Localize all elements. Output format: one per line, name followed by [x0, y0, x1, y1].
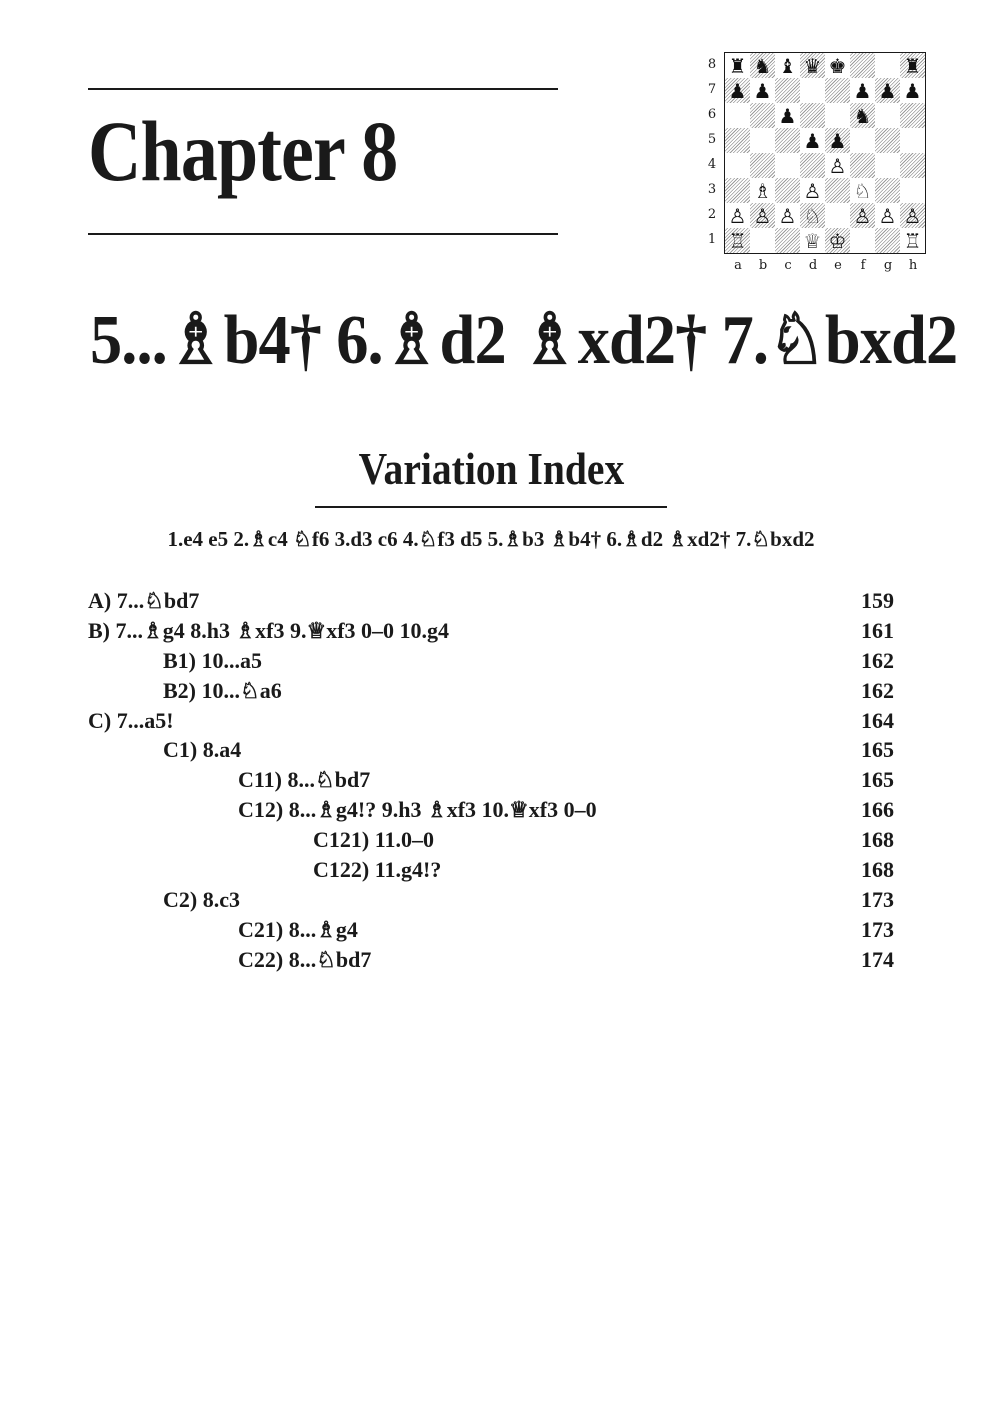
variation-label: C21) 8...♗g4: [238, 916, 358, 942]
variation-page-number: 168: [861, 827, 894, 853]
board-square-a1: ♖: [725, 228, 750, 253]
board-square-d1: ♕: [803, 228, 822, 253]
board-square-h2: ♙: [900, 203, 925, 228]
chess-board: [724, 52, 926, 254]
board-square-c8: ♝: [778, 53, 797, 78]
board-square-f3: ♘: [853, 178, 872, 203]
board-square-e5: ♟: [825, 128, 850, 153]
board-square-a4: [725, 153, 750, 178]
file-label: g: [883, 258, 893, 273]
board-square-g1: [875, 228, 900, 253]
file-label: d: [808, 258, 818, 273]
variation-page-number: 162: [861, 677, 894, 703]
variation-label: C1) 8.a4: [163, 737, 242, 763]
variation-page-number: 166: [861, 797, 894, 823]
variation-row: [88, 885, 894, 915]
variation-label: C22) 8...♘bd7: [238, 946, 372, 972]
rank-label: 3: [707, 182, 717, 197]
board-square-h6: [900, 103, 925, 128]
variation-list: [88, 586, 894, 975]
board-square-b8: ♞: [750, 53, 775, 78]
board-square-h1: ♖: [903, 228, 922, 253]
board-square-g2: ♙: [878, 203, 897, 228]
board-square-h5: [900, 128, 925, 153]
variation-row: [88, 706, 894, 736]
board-square-h7: ♟: [903, 78, 922, 103]
board-square-c6: ♟: [778, 103, 797, 128]
board-square-g3: [875, 178, 900, 203]
board-square-d3: ♙: [803, 178, 822, 203]
file-label: c: [784, 258, 792, 273]
chapter-heading: 5...♗b4† 6.♗d2 ♗xd2† 7.♘bxd2: [90, 302, 958, 379]
board-square-h3: [900, 178, 925, 203]
board-square-e8: ♚: [828, 53, 847, 78]
variation-label: C121) 11.0–0: [313, 827, 434, 853]
variation-row: [88, 915, 894, 945]
variation-page-number: 164: [861, 707, 894, 733]
variation-page-number: 168: [861, 857, 894, 883]
board-square-b4: [750, 153, 775, 178]
variation-label: B1) 10...a5: [163, 647, 262, 673]
variation-label: C122) 11.g4!?: [313, 857, 442, 883]
variation-label: B) 7...♗g4 8.h3 ♗xf3 9.♕xf3 0–0 10.g4: [88, 617, 450, 643]
variation-row: [88, 825, 894, 855]
file-label: f: [860, 258, 866, 273]
variation-row: [88, 735, 894, 765]
board-square-f7: ♟: [853, 78, 872, 103]
rank-label: 5: [707, 132, 717, 147]
variation-label: A) 7...♘bd7: [88, 588, 200, 613]
board-square-f4: [850, 153, 875, 178]
variation-label: C11) 8...♘bd7: [238, 767, 371, 793]
board-square-a8: ♜: [728, 53, 747, 78]
board-square-e3: [825, 178, 850, 203]
variation-row: [88, 795, 894, 825]
board-square-a7: ♟: [725, 78, 750, 103]
board-square-b3: ♗: [753, 178, 772, 203]
variation-label: C) 7...a5!: [88, 707, 174, 733]
board-square-b1: [750, 228, 775, 253]
board-square-f8: [850, 53, 875, 78]
variation-page-number: 174: [861, 946, 894, 972]
board-square-d7: [800, 78, 825, 103]
board-square-f1: [850, 228, 875, 253]
board-square-c3: [775, 178, 800, 203]
board-square-e1: ♔: [825, 228, 850, 253]
board-square-c2: ♙: [778, 203, 797, 228]
board-square-d2: ♘: [800, 203, 825, 228]
board-square-a6: [725, 103, 750, 128]
variation-page-number: 162: [861, 647, 894, 673]
board-square-b7: ♟: [753, 78, 772, 103]
main-line-moves: 1.e4 e5 2.♗c4 ♘f6 3.d3 c6 4.♘f3 d5 5.♗b3 ♗b4† 6.♗d2 ♗xd2† 7.♘bxd2: [167, 527, 815, 551]
variation-row: [88, 676, 894, 706]
variation-row: [88, 945, 894, 975]
variation-index-title-text: Variation Index: [358, 443, 624, 494]
board-square-c4: [775, 153, 800, 178]
variation-row: [88, 586, 894, 616]
board-square-g7: ♟: [875, 78, 900, 103]
variation-label: C2) 8.c3: [163, 886, 240, 912]
variation-page-number: 159: [861, 588, 894, 613]
board-square-b6: [750, 103, 775, 128]
variation-page-number: 165: [861, 767, 894, 793]
board-square-d8: ♛: [800, 53, 825, 78]
board-square-g8: [875, 53, 900, 78]
board-square-g6: [875, 103, 900, 128]
board-square-d4: [800, 153, 825, 178]
variation-page-number: 165: [861, 737, 894, 763]
bottom-rule: [88, 233, 558, 235]
board-square-d6: [800, 103, 825, 128]
chess-diagram: [700, 48, 930, 278]
rank-label: 2: [707, 207, 717, 222]
variation-label: C12) 8...♗g4!? 9.h3 ♗xf3 10.♕xf3 0–0: [238, 797, 597, 823]
variation-index-title: [0, 443, 982, 494]
board-square-a2: ♙: [728, 203, 747, 228]
board-square-a3: [725, 178, 750, 203]
board-square-e2: [825, 203, 850, 228]
top-rule: [88, 88, 558, 90]
board-square-f6: ♞: [850, 103, 875, 128]
variation-label: B2) 10...♘a6: [163, 677, 282, 703]
file-label: e: [834, 258, 842, 273]
board-square-g4: [875, 153, 900, 178]
board-square-b5: [750, 128, 775, 153]
board-square-e4: ♙: [828, 153, 847, 178]
variation-page-number: 173: [861, 886, 894, 912]
file-label: h: [908, 258, 918, 273]
rank-label: 8: [707, 57, 717, 72]
board-square-c5: [775, 128, 800, 153]
variation-page-number: 173: [861, 916, 894, 942]
variation-row: [88, 855, 894, 885]
board-square-f5: [850, 128, 875, 153]
board-square-e6: [825, 103, 850, 128]
board-square-h4: [900, 153, 925, 178]
variation-page-number: 161: [861, 617, 894, 643]
index-rule: [315, 506, 667, 508]
file-label: a: [734, 258, 742, 273]
board-square-b2: ♙: [750, 203, 775, 228]
rank-label: 4: [707, 157, 717, 172]
board-square-d5: ♟: [803, 128, 822, 153]
board-square-f2: ♙: [850, 203, 875, 228]
rank-label: 1: [707, 232, 717, 247]
rank-label: 7: [707, 82, 717, 97]
board-square-a5: [725, 128, 750, 153]
board-square-e7: [825, 78, 850, 103]
variation-row: [88, 646, 894, 676]
board-square-g5: [875, 128, 900, 153]
rank-label: 6: [707, 107, 717, 122]
variation-row: [88, 616, 894, 646]
variation-row: [88, 765, 894, 795]
file-label: b: [758, 258, 768, 273]
chapter-title: Chapter 8: [88, 103, 398, 199]
board-square-h8: ♜: [900, 53, 925, 78]
board-square-c7: [775, 78, 800, 103]
board-square-c1: [775, 228, 800, 253]
